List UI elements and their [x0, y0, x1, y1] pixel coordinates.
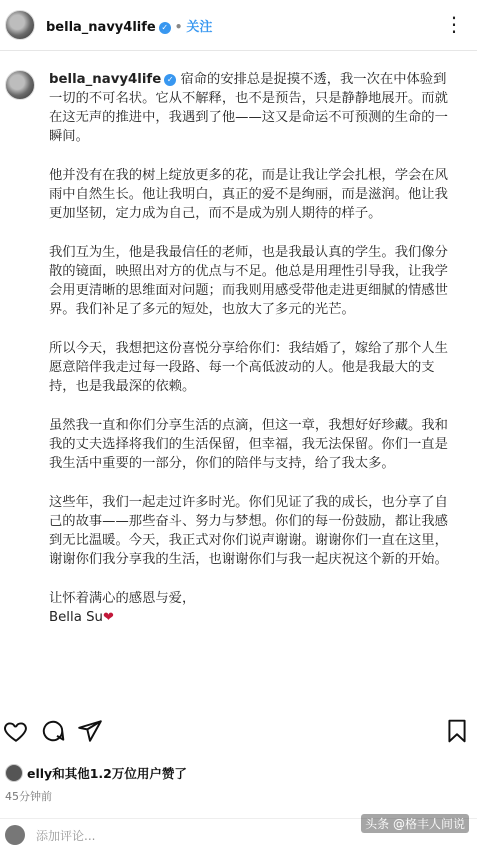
- avatar[interactable]: [5, 70, 35, 100]
- separator-dot: •: [174, 20, 183, 34]
- action-bar: [0, 718, 477, 752]
- likes-summary: [5, 764, 187, 782]
- heart-icon: ❤: [102, 610, 114, 625]
- likes-count-text[interactable]: 和其他1.2万位用户赞了: [52, 766, 187, 781]
- caption-username[interactable]: bella_navy4life: [49, 72, 162, 87]
- header-username-row: [46, 16, 212, 35]
- caption-paragraph: 这些年，我们一起走过许多时光。你们见证了我的成长，也分享了自己的故事——那些奋斗、努力与梦想。你们的每一份鼓励，都让我感到无比温暖。今天，我正式对你们说声谢谢。谢谢你们一直在这里，谢谢你们我分享我的生活，也谢谢你们与我一起庆祝这个新的开始。: [49, 495, 448, 567]
- verified-badge-icon: ✓: [164, 74, 176, 86]
- username[interactable]: bella_navy4life: [46, 20, 156, 35]
- share-send-icon[interactable]: [77, 718, 103, 744]
- more-icon[interactable]: ⋮: [444, 12, 465, 36]
- caption-paragraph: [49, 70, 459, 146]
- like-heart-icon[interactable]: [3, 718, 29, 744]
- caption-paragraph: 所以今天，我想把这份喜悦分享给你们：我结婚了，嫁给了那个人生愿意陪伴我走过每一段路、每一个高低波动的人。他是我最大的支持，也是我最深的依赖。: [49, 341, 448, 394]
- post-timestamp: 45分钟前: [5, 790, 52, 803]
- avatar[interactable]: [5, 10, 35, 40]
- verified-badge-icon: ✓: [159, 22, 171, 34]
- closing-line: 让怀着满心的感恩与爱，: [49, 591, 196, 606]
- caption-paragraph: 我们互为生，他是我最信任的老师，也是我最认真的学生。我们像分散的镜面，映照出对方的优点与不足。他总是用理性引导我，让我学会用更清晰的思维面对问题；而我则用感受带他走进更细腻的情感世界。我们补足了多元的短处，也放大了多元的光芒。: [49, 245, 448, 317]
- signature: Bella Su: [49, 610, 103, 625]
- post-header: [0, 0, 477, 50]
- avatar: [5, 825, 25, 845]
- bookmark-icon[interactable]: [444, 718, 470, 744]
- liker-username[interactable]: elly: [27, 765, 53, 781]
- header-divider: [0, 50, 477, 51]
- caption-paragraph: 他并没有在我的树上绽放更多的花，而是让我让学会扎根，学会在风雨中自然生长。他让我明白，真正的爱不是绚丽，而是滋润。他让我更加坚韧，定力成为自己，而不是成为别人期待的样子。: [49, 168, 448, 221]
- comment-input[interactable]: 添加评论...: [36, 829, 96, 843]
- follow-button[interactable]: 关注: [186, 20, 213, 35]
- watermark: 头条 @格丰人间说: [361, 814, 469, 833]
- caption-closing: [49, 589, 459, 627]
- caption-text: [49, 70, 459, 627]
- liker-avatar: [5, 764, 23, 782]
- caption-paragraph: 虽然我一直和你们分享生活的点滴，但这一章，我想好好珍藏。我和我的丈夫选择将我们的生活保留，但幸福，我无法保留。你们一直是我生活中重要的一部分，你们的陪伴与支持，给了我太多。: [49, 418, 448, 471]
- paragraph-1: 宿命的安排总是捉摸不透，我一次在中体验到一切的不可名状。它从不解释，也不是预告，只是静静地展开。而就在这无声的推进中，我遇到了他——这又是命运不可预测的生命的一瞬间。: [49, 72, 448, 144]
- comment-icon[interactable]: [40, 718, 66, 744]
